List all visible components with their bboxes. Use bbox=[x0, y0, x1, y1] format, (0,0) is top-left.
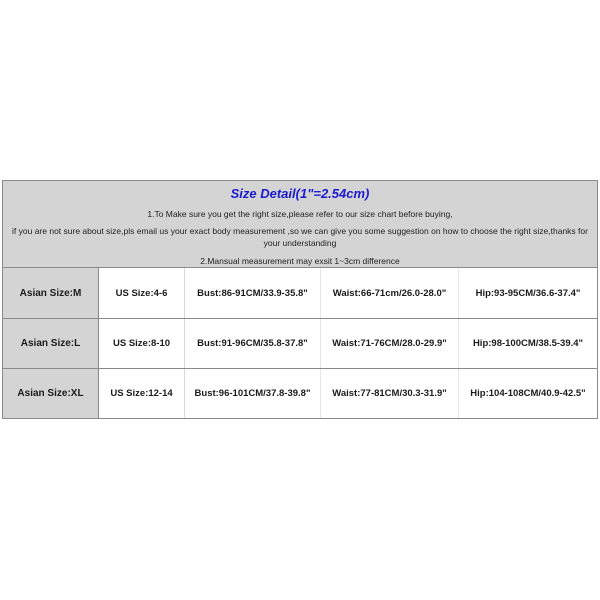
us-size-cell: US Size:4-6 bbox=[99, 268, 185, 318]
table-row bbox=[3, 318, 597, 368]
hip-cell: Hip:104-108CM/40.9-42.5" bbox=[470, 388, 586, 399]
size-detail-header bbox=[3, 181, 597, 268]
bust-cell: Bust:86-91CM/33.9-35.8" bbox=[185, 268, 321, 318]
size-rows bbox=[3, 268, 597, 418]
waist-cell: Waist:66-71cm/26.0-28.0" bbox=[321, 268, 459, 318]
waist-cell: Waist:71-76CM/28.0-29.9" bbox=[321, 319, 459, 368]
size-note-1: 1.To Make sure you get the right size,please refer to our size chart before buying, bbox=[147, 209, 453, 219]
bust-cell: Bust:91-96CM/35.8-37.8" bbox=[185, 319, 321, 368]
us-size-cell: US Size:12-14 bbox=[99, 369, 185, 418]
hip-cell: Hip:98-100CM/38.5-39.4" bbox=[472, 338, 584, 349]
us-size-cell: US Size:8-10 bbox=[99, 319, 185, 368]
size-note-2: if you are not sure about size,pls email us your exact body measurement ,so we can give you some suggestion on how to choose the right size,thanks for your understanding bbox=[12, 226, 588, 248]
size-detail-title: Size Detail(1"=2.54cm) bbox=[230, 186, 370, 201]
table-row bbox=[3, 368, 597, 418]
size-chart-table bbox=[2, 180, 598, 419]
asian-size-cell: Asian Size:M bbox=[3, 268, 99, 318]
hip-cell: Hip:93-95CM/36.6-37.4" bbox=[475, 287, 581, 299]
waist-cell: Waist:77-81CM/30.3-31.9" bbox=[321, 369, 459, 418]
asian-size-cell: Asian Size:XL bbox=[3, 369, 99, 418]
bust-cell: Bust:96-101CM/37.8-39.8" bbox=[185, 369, 321, 418]
asian-size-cell: Asian Size:L bbox=[3, 319, 99, 368]
table-row bbox=[3, 268, 597, 318]
size-note-3: 2.Mansual measurement may exsit 1~3cm difference bbox=[200, 256, 400, 266]
